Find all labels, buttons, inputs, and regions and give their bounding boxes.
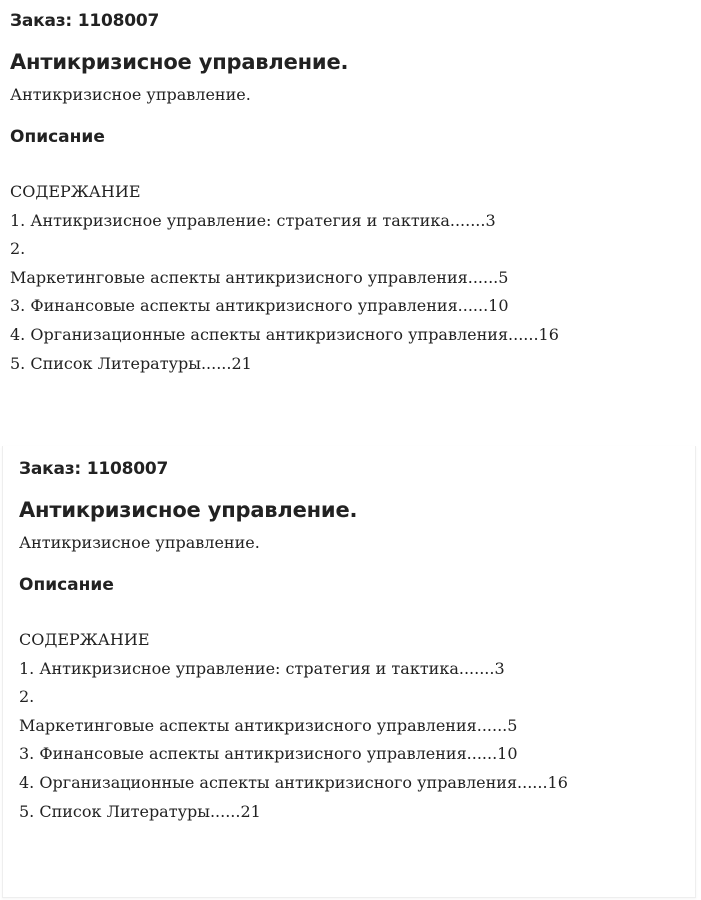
order-number: Заказ: 1108007: [19, 459, 169, 479]
order-subtitle: Антикризисное управление.: [19, 533, 260, 552]
toc-item: 1. Антикризисное управление: стратегия и тактика.......3: [10, 210, 496, 230]
toc-item: 1. Антикризисное управление: стратегия и тактика.......3: [19, 658, 505, 678]
order-card-2: [2, 446, 696, 898]
table-of-contents: [19, 626, 695, 826]
toc-item: Маркетинговые аспекты антикризисного управления......5: [19, 715, 518, 735]
toc-item: 3. Финансовые аспекты антикризисного управления......10: [19, 744, 518, 764]
order-number: Заказ: 1108007: [10, 11, 160, 31]
description-heading: Описание: [19, 575, 114, 595]
toc-item: 4. Организационные аспекты антикризисного управления......16: [10, 324, 559, 344]
order-card-1: [0, 0, 701, 440]
toc-heading: СОДЕРЖАНИЕ: [19, 630, 150, 649]
toc-item: 2.: [19, 687, 35, 707]
toc-item: Маркетинговые аспекты антикризисного управления......5: [10, 267, 509, 287]
toc-item: 2.: [10, 239, 26, 259]
table-of-contents: [10, 178, 701, 378]
toc-heading: СОДЕРЖАНИЕ: [10, 182, 141, 201]
toc-item: 4. Организационные аспекты антикризисного управления......16: [19, 772, 568, 792]
description-heading: Описание: [10, 127, 105, 147]
toc-item: 5. Список Литературы......21: [19, 801, 261, 821]
toc-item: 5. Список Литературы......21: [10, 353, 252, 373]
toc-item: 3. Финансовые аспекты антикризисного управления......10: [10, 296, 509, 316]
order-subtitle: Антикризисное управление.: [10, 85, 251, 104]
order-title: Антикризисное управление.: [10, 50, 349, 74]
order-title: Антикризисное управление.: [19, 498, 358, 522]
